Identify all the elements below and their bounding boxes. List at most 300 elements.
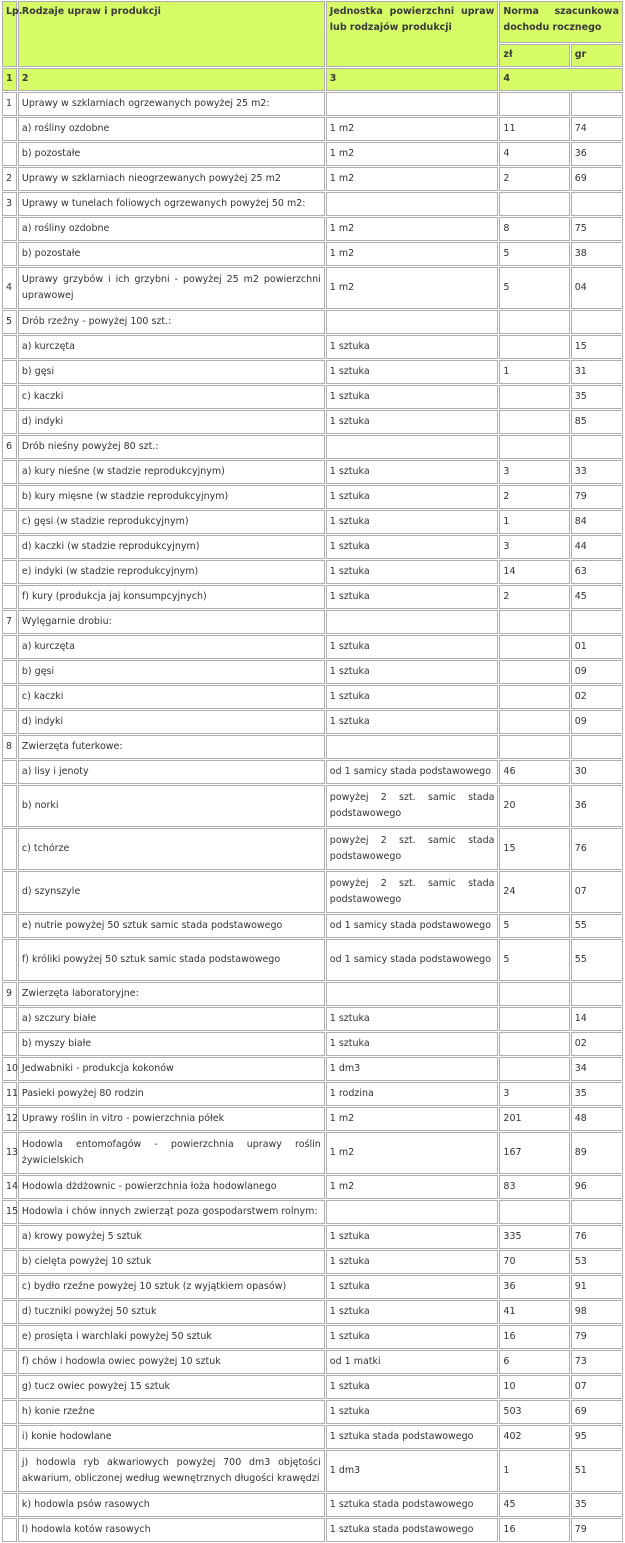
row-lp-cell: [2, 871, 17, 913]
header-name: Rodzaje upraw i produkcji: [18, 1, 325, 67]
row-lp-cell: [2, 585, 17, 609]
row-unit-cell: 1 sztuka: [326, 1325, 499, 1349]
row-unit-cell: 1 sztuka: [326, 1032, 499, 1056]
row-name-cell: b) gęsi: [18, 360, 325, 384]
row-zl-cell: 41: [499, 1300, 569, 1324]
table-row: [2, 660, 623, 684]
row-lp-cell: [2, 1325, 17, 1349]
row-gr-cell: 09: [571, 660, 623, 684]
row-gr-cell: 79: [571, 1325, 623, 1349]
row-name-cell: c) kaczki: [18, 385, 325, 409]
row-gr-cell: 35: [571, 385, 623, 409]
row-zl-cell: 1: [499, 510, 569, 534]
row-lp-cell: 4: [2, 267, 17, 309]
row-unit-cell: od 1 samicy stada podstawowego: [326, 760, 499, 784]
row-name-cell: b) norki: [18, 785, 325, 827]
table-row: [2, 167, 623, 191]
row-lp-cell: [2, 485, 17, 509]
row-unit-cell: 1 sztuka: [326, 660, 499, 684]
row-gr-cell: 36: [571, 785, 623, 827]
row-name-cell: Uprawy roślin in vitro - powierzchnia półek: [18, 1107, 325, 1131]
row-unit-cell: 1 sztuka: [326, 460, 499, 484]
row-zl-cell: [499, 435, 569, 459]
row-name-cell: Hodowla i chów innych zwierząt poza gospodarstwem rolnym:: [18, 1200, 325, 1224]
row-gr-cell: 02: [571, 685, 623, 709]
row-zl-cell: 1: [499, 360, 569, 384]
row-zl-cell: [499, 1032, 569, 1056]
table-row: [2, 1350, 623, 1374]
row-unit-cell: 1 m2: [326, 267, 499, 309]
row-gr-cell: 33: [571, 460, 623, 484]
row-gr-cell: [571, 982, 623, 1006]
row-gr-cell: 44: [571, 535, 623, 559]
row-name-cell: Uprawy w szklarniach nieogrzewanych powyżej 25 m2: [18, 167, 325, 191]
row-zl-cell: 46: [499, 760, 569, 784]
table-row: [2, 1007, 623, 1031]
row-unit-cell: 1 sztuka: [326, 685, 499, 709]
row-lp-cell: 8: [2, 735, 17, 759]
row-name-cell: a) szczury białe: [18, 1007, 325, 1031]
table-row: [2, 1200, 623, 1224]
row-lp-cell: 14: [2, 1175, 17, 1199]
table-row: [2, 360, 623, 384]
row-unit-cell: 1 dm3: [326, 1057, 499, 1081]
table-row: [2, 485, 623, 509]
table-row: [2, 192, 623, 216]
header-num-4: 4: [499, 68, 623, 91]
row-gr-cell: 35: [571, 1493, 623, 1517]
row-zl-cell: 15: [499, 828, 569, 870]
row-name-cell: c) gęsi (w stadzie reprodukcyjnym): [18, 510, 325, 534]
table-row: [2, 142, 623, 166]
row-name-cell: a) rośliny ozdobne: [18, 117, 325, 141]
row-lp-cell: 12: [2, 1107, 17, 1131]
table-row: [2, 1032, 623, 1056]
row-unit-cell: [326, 435, 499, 459]
row-zl-cell: [499, 92, 569, 116]
row-unit-cell: 1 m2: [326, 217, 499, 241]
row-name-cell: a) kurczęta: [18, 635, 325, 659]
row-zl-cell: 402: [499, 1425, 569, 1449]
table-row: [2, 982, 623, 1006]
row-lp-cell: [2, 1032, 17, 1056]
row-unit-cell: 1 sztuka stada podstawowego: [326, 1493, 499, 1517]
row-name-cell: Drób nieśny powyżej 80 szt.:: [18, 435, 325, 459]
row-gr-cell: 69: [571, 1400, 623, 1424]
row-lp-cell: 15: [2, 1200, 17, 1224]
row-lp-cell: [2, 1275, 17, 1299]
table-row: [2, 828, 623, 870]
table-row: [2, 1325, 623, 1349]
row-zl-cell: [499, 685, 569, 709]
row-name-cell: b) pozostałe: [18, 242, 325, 266]
table-row: [2, 1275, 623, 1299]
row-gr-cell: 51: [571, 1450, 623, 1492]
row-unit-cell: 1 m2: [326, 142, 499, 166]
row-name-cell: e) nutrie powyżej 50 sztuk samic stada podstawowego: [18, 914, 325, 938]
table-row: [2, 92, 623, 116]
row-unit-cell: od 1 samicy stada podstawowego: [326, 914, 499, 938]
row-zl-cell: [499, 635, 569, 659]
row-gr-cell: 34: [571, 1057, 623, 1081]
row-gr-cell: 91: [571, 1275, 623, 1299]
row-unit-cell: od 1 matki: [326, 1350, 499, 1374]
row-gr-cell: 76: [571, 1225, 623, 1249]
row-zl-cell: [499, 192, 569, 216]
table-row: [2, 310, 623, 334]
row-gr-cell: [571, 610, 623, 634]
row-name-cell: i) konie hodowlane: [18, 1425, 325, 1449]
table-row: [2, 385, 623, 409]
row-gr-cell: 36: [571, 142, 623, 166]
row-lp-cell: [2, 660, 17, 684]
table-row: [2, 1175, 623, 1199]
row-name-cell: e) indyki (w stadzie reprodukcyjnym): [18, 560, 325, 584]
row-zl-cell: 2: [499, 585, 569, 609]
header-num-2: 2: [18, 68, 325, 91]
row-name-cell: d) indyki: [18, 710, 325, 734]
row-name-cell: f) kury (produkcja jaj konsumpcyjnych): [18, 585, 325, 609]
row-gr-cell: [571, 435, 623, 459]
row-name-cell: d) indyki: [18, 410, 325, 434]
row-zl-cell: 5: [499, 914, 569, 938]
table-row: [2, 635, 623, 659]
row-gr-cell: 85: [571, 410, 623, 434]
row-unit-cell: 1 sztuka: [326, 535, 499, 559]
table-row: [2, 267, 623, 309]
table-row: [2, 1518, 623, 1542]
row-name-cell: g) tucz owiec powyżej 15 sztuk: [18, 1375, 325, 1399]
table-row: [2, 685, 623, 709]
row-gr-cell: 98: [571, 1300, 623, 1324]
row-lp-cell: [2, 1225, 17, 1249]
row-lp-cell: [2, 939, 17, 981]
row-zl-cell: 503: [499, 1400, 569, 1424]
table-row: [2, 335, 623, 359]
row-unit-cell: 1 m2: [326, 242, 499, 266]
row-zl-cell: 1: [499, 1450, 569, 1492]
row-unit-cell: 1 sztuka: [326, 1225, 499, 1249]
table-row: [2, 1400, 623, 1424]
row-zl-cell: 6: [499, 1350, 569, 1374]
row-name-cell: Uprawy w tunelach foliowych ogrzewanych powyżej 50 m2:: [18, 192, 325, 216]
row-lp-cell: [2, 1518, 17, 1542]
table-row: [2, 710, 623, 734]
row-unit-cell: 1 sztuka: [326, 1275, 499, 1299]
row-unit-cell: 1 sztuka: [326, 710, 499, 734]
row-gr-cell: 38: [571, 242, 623, 266]
row-name-cell: j) hodowla ryb akwariowych powyżej 700 dm3 objętości akwarium, obliczonej według wewnętrznych długości krawędzi: [18, 1450, 325, 1492]
row-unit-cell: 1 sztuka: [326, 335, 499, 359]
row-gr-cell: [571, 310, 623, 334]
row-gr-cell: 45: [571, 585, 623, 609]
row-gr-cell: 73: [571, 1350, 623, 1374]
row-unit-cell: 1 sztuka: [326, 485, 499, 509]
row-zl-cell: 2: [499, 485, 569, 509]
income-norms-table: [1, 0, 624, 1543]
row-zl-cell: 16: [499, 1518, 569, 1542]
row-lp-cell: 6: [2, 435, 17, 459]
row-unit-cell: [326, 192, 499, 216]
row-gr-cell: 63: [571, 560, 623, 584]
row-zl-cell: 3: [499, 1082, 569, 1106]
row-lp-cell: [2, 760, 17, 784]
header-zl: zł: [499, 44, 569, 67]
row-unit-cell: od 1 samicy stada podstawowego: [326, 939, 499, 981]
row-gr-cell: [571, 735, 623, 759]
row-unit-cell: 1 sztuka: [326, 1250, 499, 1274]
row-name-cell: d) szynszyle: [18, 871, 325, 913]
row-name-cell: c) bydło rzeźne powyżej 10 sztuk (z wyjątkiem opasów): [18, 1275, 325, 1299]
header-unit: Jednostka powierzchni upraw lub rodzajów produkcji: [326, 1, 499, 67]
row-gr-cell: 02: [571, 1032, 623, 1056]
row-lp-cell: 9: [2, 982, 17, 1006]
row-name-cell: Uprawy grzybów i ich grzybni - powyżej 25 m2 powierzchni uprawowej: [18, 267, 325, 309]
row-unit-cell: 1 sztuka: [326, 360, 499, 384]
row-gr-cell: 69: [571, 167, 623, 191]
row-unit-cell: 1 sztuka: [326, 1300, 499, 1324]
row-name-cell: a) krowy powyżej 5 sztuk: [18, 1225, 325, 1249]
row-lp-cell: [2, 635, 17, 659]
table-row: [2, 939, 623, 981]
row-name-cell: k) hodowla psów rasowych: [18, 1493, 325, 1517]
table-row: [2, 1107, 623, 1131]
row-lp-cell: [2, 242, 17, 266]
table-row: [2, 1250, 623, 1274]
row-lp-cell: [2, 335, 17, 359]
row-name-cell: b) kury mięsne (w stadzie reprodukcyjnym): [18, 485, 325, 509]
row-zl-cell: 83: [499, 1175, 569, 1199]
table-row: [2, 410, 623, 434]
row-lp-cell: [2, 410, 17, 434]
table-row: [2, 1132, 623, 1174]
row-unit-cell: 1 m2: [326, 167, 499, 191]
row-lp-cell: [2, 1250, 17, 1274]
row-lp-cell: 3: [2, 192, 17, 216]
row-unit-cell: 1 m2: [326, 1107, 499, 1131]
row-unit-cell: 1 sztuka: [326, 1375, 499, 1399]
row-unit-cell: 1 sztuka: [326, 510, 499, 534]
row-zl-cell: 20: [499, 785, 569, 827]
row-zl-cell: [499, 735, 569, 759]
row-unit-cell: 1 sztuka: [326, 635, 499, 659]
row-zl-cell: 4: [499, 142, 569, 166]
row-lp-cell: 2: [2, 167, 17, 191]
row-name-cell: Zwierzęta futerkowe:: [18, 735, 325, 759]
row-zl-cell: 3: [499, 535, 569, 559]
table-row: [2, 117, 623, 141]
row-lp-cell: 11: [2, 1082, 17, 1106]
row-lp-cell: [2, 360, 17, 384]
header-row: [2, 1, 623, 43]
row-gr-cell: 07: [571, 871, 623, 913]
row-lp-cell: [2, 510, 17, 534]
row-unit-cell: 1 sztuka stada podstawowego: [326, 1425, 499, 1449]
header-num-3: 3: [326, 68, 499, 91]
row-lp-cell: [2, 1425, 17, 1449]
row-gr-cell: 79: [571, 1518, 623, 1542]
row-zl-cell: 2: [499, 167, 569, 191]
row-zl-cell: 201: [499, 1107, 569, 1131]
row-gr-cell: 07: [571, 1375, 623, 1399]
row-unit-cell: 1 dm3: [326, 1450, 499, 1492]
row-name-cell: e) prosięta i warchlaki powyżej 50 sztuk: [18, 1325, 325, 1349]
header-number-row: [2, 68, 623, 91]
table-row: [2, 610, 623, 634]
row-zl-cell: 10: [499, 1375, 569, 1399]
table-row: [2, 785, 623, 827]
row-name-cell: a) kurczęta: [18, 335, 325, 359]
row-zl-cell: 3: [499, 460, 569, 484]
table-row: [2, 510, 623, 534]
row-name-cell: Jedwabniki - produkcja kokonów: [18, 1057, 325, 1081]
header-lp: Lp.: [2, 1, 17, 67]
row-unit-cell: 1 m2: [326, 1175, 499, 1199]
row-unit-cell: [326, 610, 499, 634]
row-zl-cell: [499, 410, 569, 434]
row-zl-cell: 5: [499, 939, 569, 981]
row-unit-cell: [326, 1200, 499, 1224]
row-gr-cell: 84: [571, 510, 623, 534]
row-zl-cell: [499, 610, 569, 634]
row-lp-cell: [2, 142, 17, 166]
row-name-cell: Uprawy w szklarniach ogrzewanych powyżej 25 m2:: [18, 92, 325, 116]
row-unit-cell: 1 sztuka: [326, 1007, 499, 1031]
row-lp-cell: [2, 914, 17, 938]
row-gr-cell: 53: [571, 1250, 623, 1274]
row-lp-cell: 7: [2, 610, 17, 634]
row-lp-cell: 13: [2, 1132, 17, 1174]
row-name-cell: b) gęsi: [18, 660, 325, 684]
row-name-cell: Pasieki powyżej 80 rodzin: [18, 1082, 325, 1106]
table-row: [2, 760, 623, 784]
row-unit-cell: 1 rodzina: [326, 1082, 499, 1106]
row-name-cell: Zwierzęta laboratoryjne:: [18, 982, 325, 1006]
row-gr-cell: [571, 192, 623, 216]
row-gr-cell: 89: [571, 1132, 623, 1174]
row-gr-cell: [571, 1200, 623, 1224]
row-zl-cell: [499, 1007, 569, 1031]
row-unit-cell: powyżej 2 szt. samic stada podstawowego: [326, 828, 499, 870]
row-name-cell: a) rośliny ozdobne: [18, 217, 325, 241]
row-name-cell: a) kury nieśne (w stadzie reprodukcyjnym): [18, 460, 325, 484]
row-zl-cell: 16: [499, 1325, 569, 1349]
row-name-cell: Drób rzeźny - powyżej 100 szt.:: [18, 310, 325, 334]
table-row: [2, 435, 623, 459]
row-gr-cell: 01: [571, 635, 623, 659]
row-lp-cell: [2, 385, 17, 409]
row-unit-cell: 1 sztuka: [326, 410, 499, 434]
row-zl-cell: 11: [499, 117, 569, 141]
row-lp-cell: [2, 1400, 17, 1424]
row-name-cell: d) tuczniki powyżej 50 sztuk: [18, 1300, 325, 1324]
row-unit-cell: 1 m2: [326, 117, 499, 141]
row-zl-cell: 45: [499, 1493, 569, 1517]
row-zl-cell: [499, 310, 569, 334]
row-zl-cell: 167: [499, 1132, 569, 1174]
row-lp-cell: [2, 217, 17, 241]
row-lp-cell: [2, 1450, 17, 1492]
row-zl-cell: 36: [499, 1275, 569, 1299]
row-zl-cell: [499, 982, 569, 1006]
table-row: [2, 914, 623, 938]
row-gr-cell: 09: [571, 710, 623, 734]
table-row: [2, 560, 623, 584]
table-row: [2, 1375, 623, 1399]
row-lp-cell: [2, 785, 17, 827]
row-gr-cell: 14: [571, 1007, 623, 1031]
row-gr-cell: 76: [571, 828, 623, 870]
row-name-cell: b) myszy białe: [18, 1032, 325, 1056]
table-row: [2, 1425, 623, 1449]
table-row: [2, 460, 623, 484]
row-gr-cell: 96: [571, 1175, 623, 1199]
row-zl-cell: [499, 660, 569, 684]
table-row: [2, 585, 623, 609]
table-row: [2, 1082, 623, 1106]
row-gr-cell: 31: [571, 360, 623, 384]
row-name-cell: Hodowla dżdżownic - powierzchnia łoża hodowlanego: [18, 1175, 325, 1199]
table-row: [2, 242, 623, 266]
header-num-1: 1: [2, 68, 17, 91]
row-lp-cell: 1: [2, 92, 17, 116]
row-lp-cell: [2, 1350, 17, 1374]
row-zl-cell: 5: [499, 267, 569, 309]
table-row: [2, 735, 623, 759]
row-zl-cell: [499, 385, 569, 409]
row-name-cell: c) tchórze: [18, 828, 325, 870]
row-name-cell: Wylęgarnie drobiu:: [18, 610, 325, 634]
row-lp-cell: [2, 560, 17, 584]
row-unit-cell: 1 sztuka: [326, 385, 499, 409]
row-unit-cell: [326, 92, 499, 116]
row-unit-cell: powyżej 2 szt. samic stada podstawowego: [326, 871, 499, 913]
row-unit-cell: [326, 310, 499, 334]
row-lp-cell: [2, 828, 17, 870]
row-name-cell: h) konie rzeźne: [18, 1400, 325, 1424]
table-row: [2, 1057, 623, 1081]
row-lp-cell: [2, 535, 17, 559]
row-gr-cell: 04: [571, 267, 623, 309]
table-row: [2, 1450, 623, 1492]
row-gr-cell: 35: [571, 1082, 623, 1106]
header-norm: Norma szacunkowa dochodu rocznego: [499, 1, 623, 43]
row-gr-cell: 74: [571, 117, 623, 141]
row-zl-cell: 5: [499, 242, 569, 266]
row-name-cell: a) lisy i jenoty: [18, 760, 325, 784]
row-unit-cell: 1 sztuka: [326, 1400, 499, 1424]
row-zl-cell: [499, 1057, 569, 1081]
row-name-cell: f) chów i hodowla owiec powyżej 10 sztuk: [18, 1350, 325, 1374]
row-name-cell: b) pozostałe: [18, 142, 325, 166]
row-zl-cell: 8: [499, 217, 569, 241]
row-lp-cell: 5: [2, 310, 17, 334]
row-unit-cell: [326, 735, 499, 759]
row-gr-cell: [571, 92, 623, 116]
row-lp-cell: [2, 1375, 17, 1399]
table-row: [2, 871, 623, 913]
row-gr-cell: 55: [571, 939, 623, 981]
row-name-cell: Hodowla entomofagów - powierzchnia uprawy roślin żywicielskich: [18, 1132, 325, 1174]
row-zl-cell: 70: [499, 1250, 569, 1274]
row-lp-cell: [2, 1007, 17, 1031]
row-zl-cell: 335: [499, 1225, 569, 1249]
row-zl-cell: 24: [499, 871, 569, 913]
row-gr-cell: 75: [571, 217, 623, 241]
row-lp-cell: [2, 1493, 17, 1517]
row-gr-cell: 79: [571, 485, 623, 509]
row-unit-cell: 1 sztuka: [326, 585, 499, 609]
